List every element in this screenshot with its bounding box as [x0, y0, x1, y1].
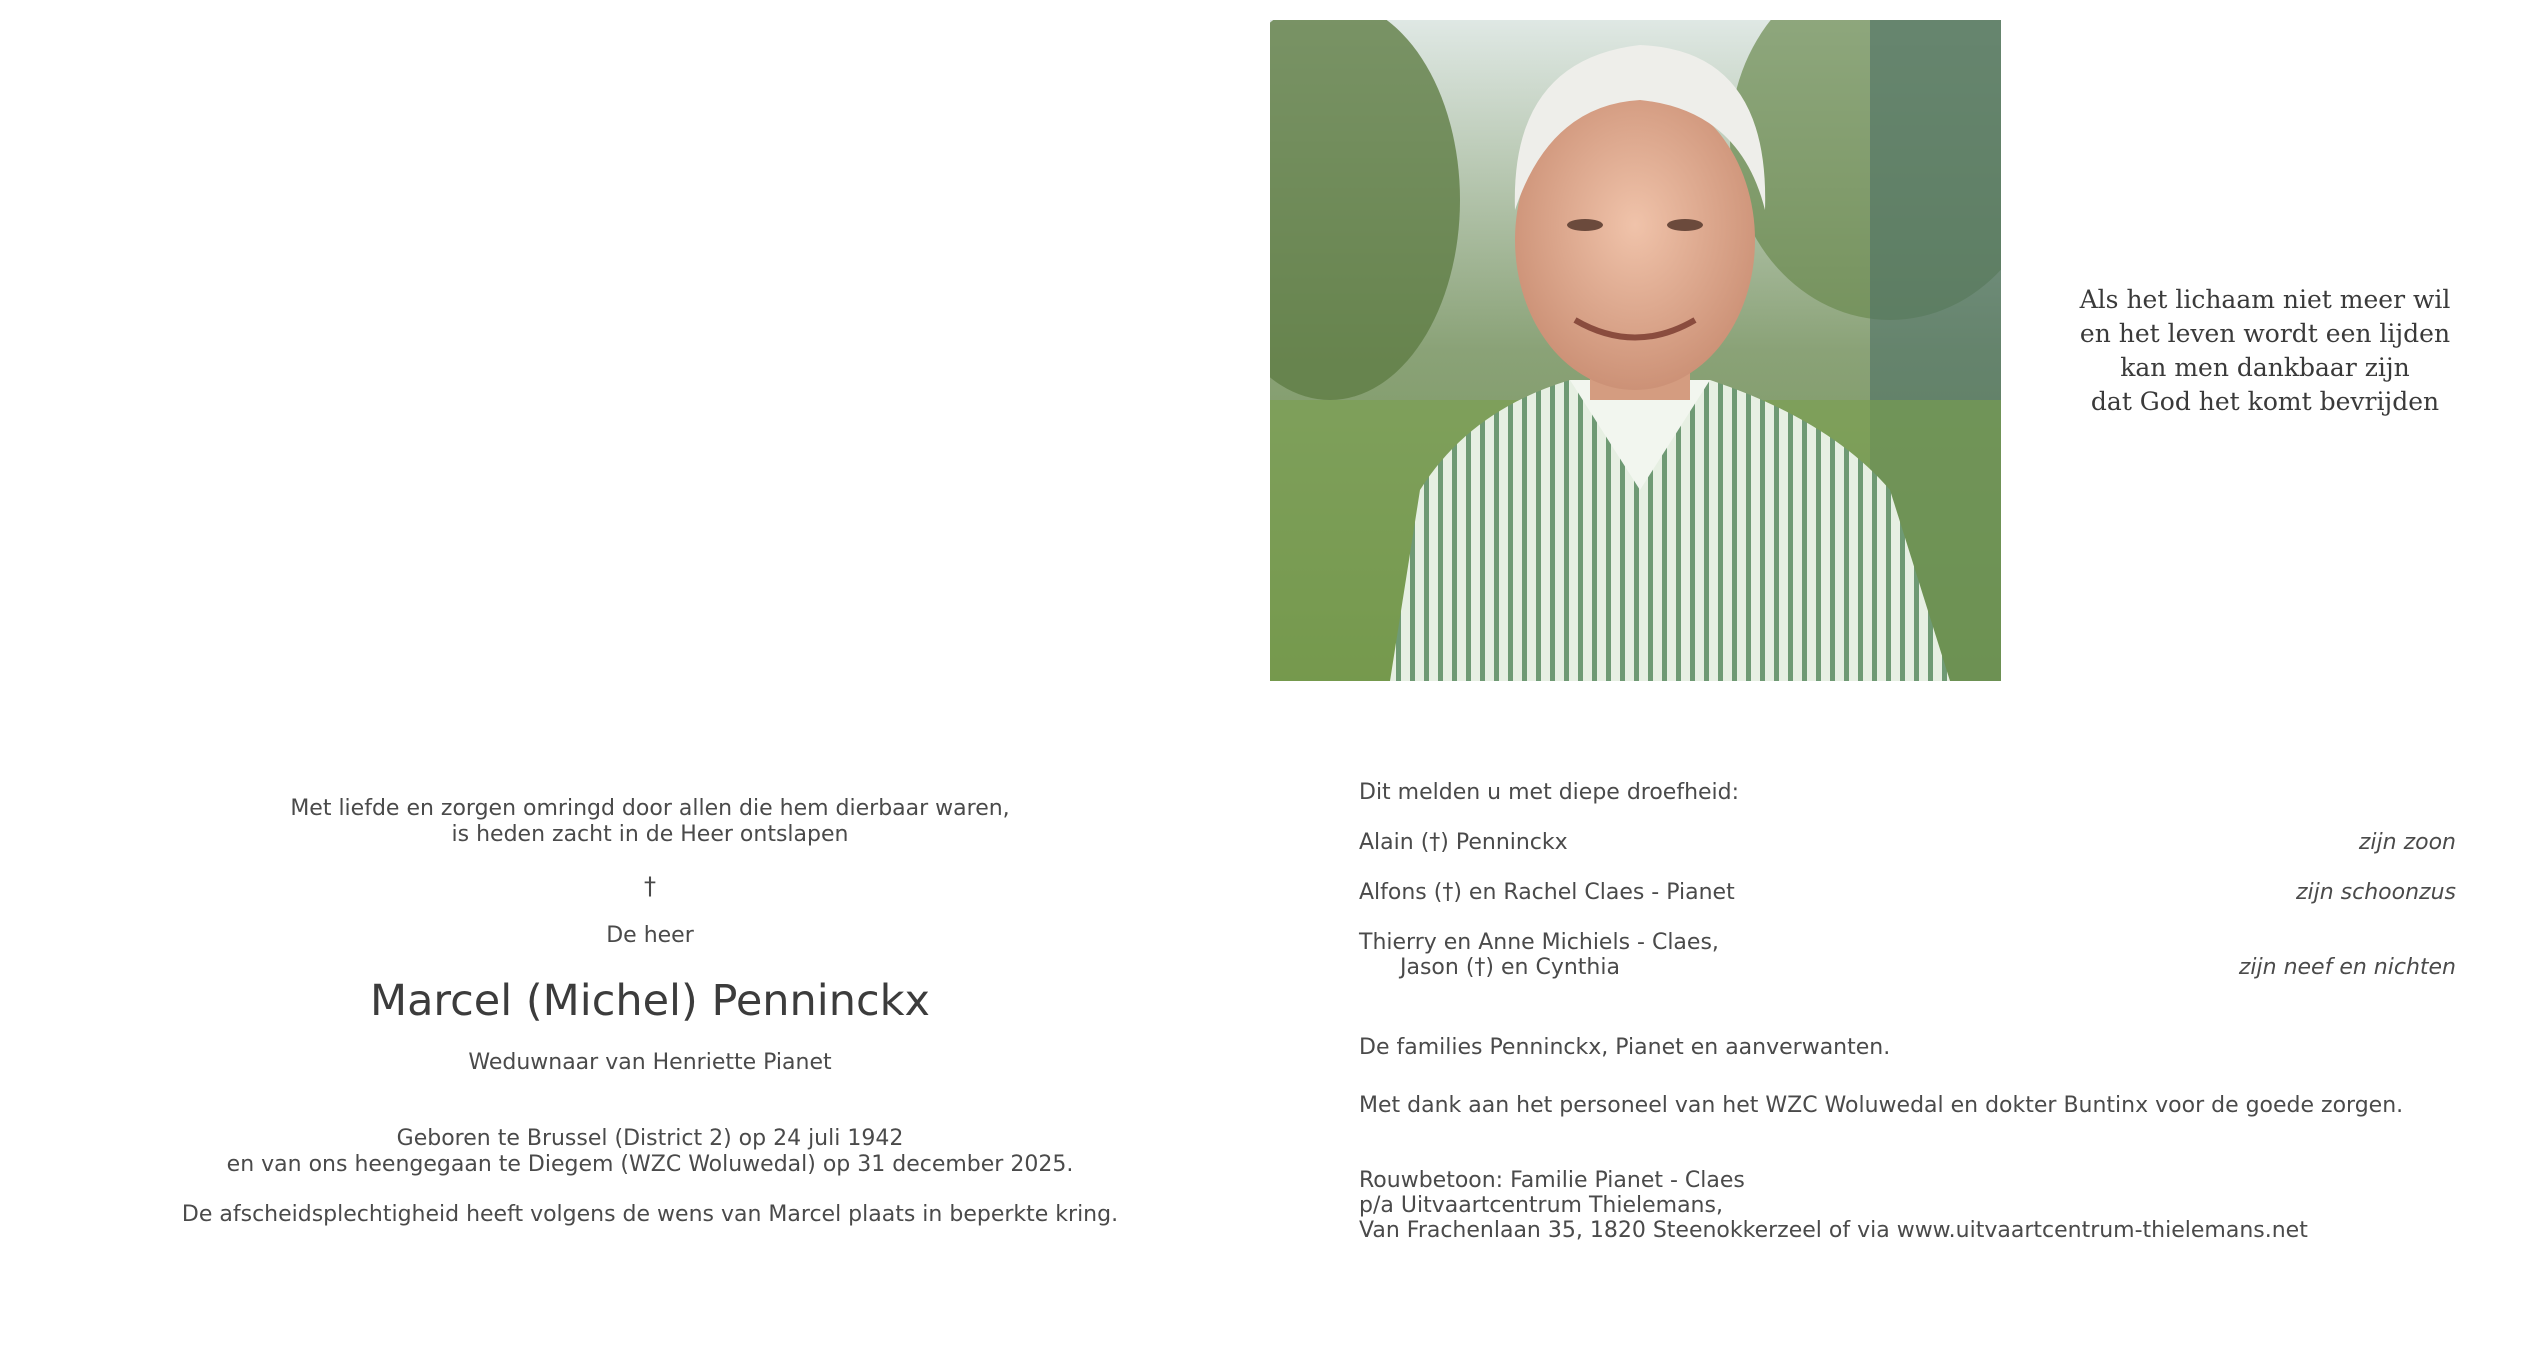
poem-line-4: dat God het komt bevrijden [2090, 387, 2440, 416]
mourner-relation: zijn neef en nichten [2238, 955, 2456, 980]
contact-line-3: Van Frachenlaan 35, 1820 Steenokkerzeel of via www.uitvaartcentrum-thielemans.net [1359, 1218, 2308, 1243]
contact-line-1: Rouwbetoon: Familie Pianet - Claes [1359, 1168, 1745, 1193]
intro-line-2: is heden zacht in de Heer ontslapen [451, 822, 849, 847]
cross-symbol: † [644, 872, 656, 900]
birth-line: Geboren te Brussel (District 2) op 24 juli 1942 [396, 1126, 904, 1151]
mourner-name: Alain (†) Penninckx [1359, 830, 1568, 855]
mourner-name: Thierry en Anne Michiels - Claes, [1359, 930, 1719, 955]
poem-line-3: kan men dankbaar zijn [2120, 353, 2410, 382]
death-line: en van ons heengegaan te Diegem (WZC Woluwedal) op 31 december 2025. [226, 1152, 1074, 1177]
announcement: Dit melden u met diepe droefheid: [1359, 780, 1740, 805]
ceremony-line: De afscheidsplechtigheid heeft volgens de wens van Marcel plaats in beperkte kring. [181, 1202, 1119, 1227]
contact-line-2: p/a Uitvaartcentrum Thielemans, [1359, 1193, 1723, 1218]
mourner-name: Alfons (†) en Rachel Claes - Pianet [1359, 880, 1735, 905]
portrait-photo [1270, 20, 2001, 681]
poem-line-1: Als het lichaam niet meer wil [2079, 285, 2451, 314]
families-line: De families Penninckx, Pianet en aanverwanten. [1359, 1035, 1891, 1060]
intro-line-1: Met liefde en zorgen omringd door allen die hem dierbaar waren, [290, 796, 1010, 821]
title-prefix: De heer [606, 923, 694, 948]
thanks-line: Met dank aan het personeel van het WZC Woluwedal en dokter Buntinx voor de goede zorgen. [1359, 1093, 2404, 1118]
mourner-name-continued: Jason (†) en Cynthia [1400, 955, 1620, 980]
mourner-relation: zijn zoon [2358, 830, 2456, 855]
poem [2060, 283, 2470, 419]
spouse-line: Weduwnaar van Henriette Pianet [468, 1050, 832, 1075]
birth-death-text [180, 1126, 1120, 1178]
deceased-name: Marcel (Michel) Penninckx [369, 976, 930, 1026]
poem-line-2: en het leven wordt een lijden [2079, 319, 2451, 348]
intro-text [180, 796, 1120, 848]
mourner-relation: zijn schoonzus [2295, 880, 2456, 905]
